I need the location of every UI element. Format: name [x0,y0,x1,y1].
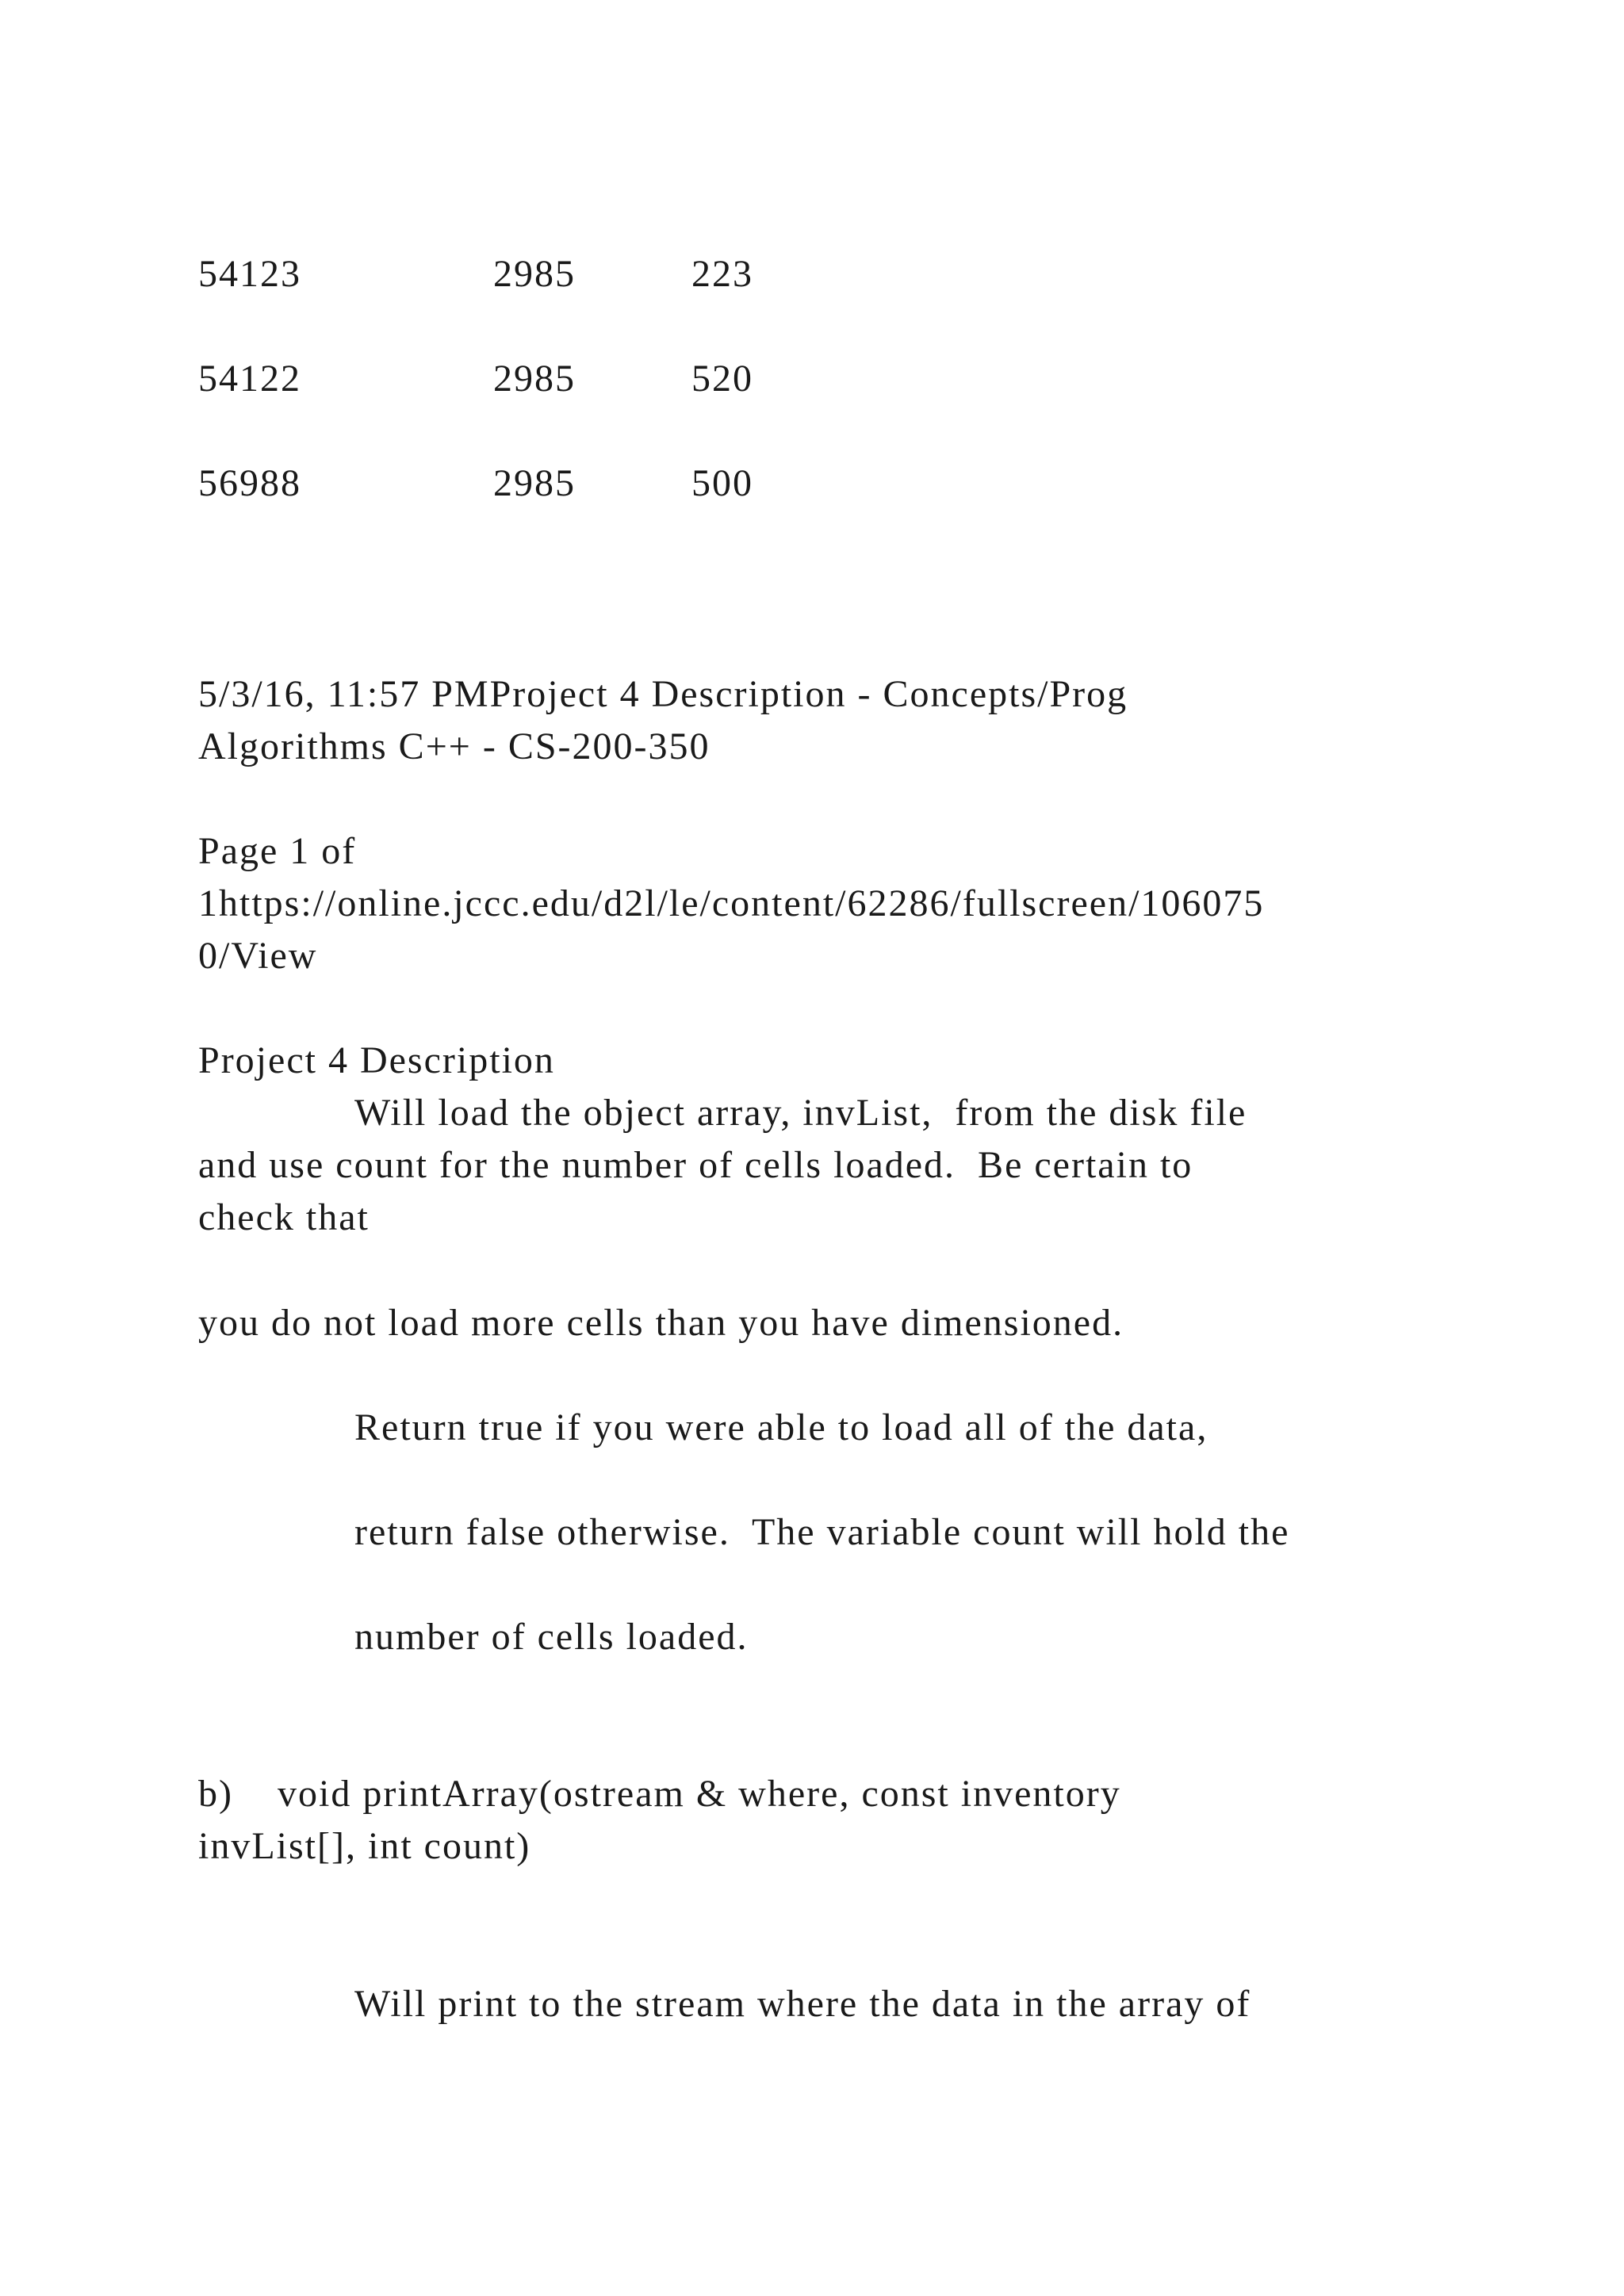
page-number: Page 1 of [198,830,357,872]
function-signature-continued: invList[], int count) [198,1825,531,1867]
table-cell: 54123 [198,253,301,295]
print-header-line: Algorithms C++ - CS-200-350 [198,725,710,767]
paragraph-line: Will load the object array, invList, from the disk file [354,1092,1247,1134]
table-cell: 56988 [198,462,301,504]
table-cell: 223 [691,253,753,295]
table-cell: 2985 [493,358,576,400]
paragraph-line: Return true if you were able to load all of the data, [354,1406,1208,1448]
table-cell: 2985 [493,462,576,504]
section-title: Project 4 Description [198,1039,555,1081]
paragraph-line: Will print to the stream where the data in the array of [354,1983,1251,2025]
page-url-continued: 0/View [198,935,318,977]
paragraph-line: number of cells loaded. [354,1616,749,1658]
table-cell: 520 [691,358,753,400]
table-cell: 500 [691,462,753,504]
function-signature: b) void printArray(ostream & where, const inventory [198,1773,1121,1815]
page-url: 1https://online.jccc.edu/d2l/le/content/62286/fullscreen/106075 [198,882,1265,924]
table-cell: 2985 [493,253,576,295]
paragraph-line: you do not load more cells than you have dimensioned. [198,1302,1124,1344]
paragraph-line: and use count for the number of cells loaded. Be certain to [198,1144,1193,1186]
print-header-line: 5/3/16, 11:57 PMProject 4 Description - Concepts/Prog [198,673,1128,715]
table-cell: 54122 [198,358,301,400]
paragraph-line: return false otherwise. The variable count will hold the [354,1511,1290,1553]
paragraph-line: check that [198,1196,370,1238]
